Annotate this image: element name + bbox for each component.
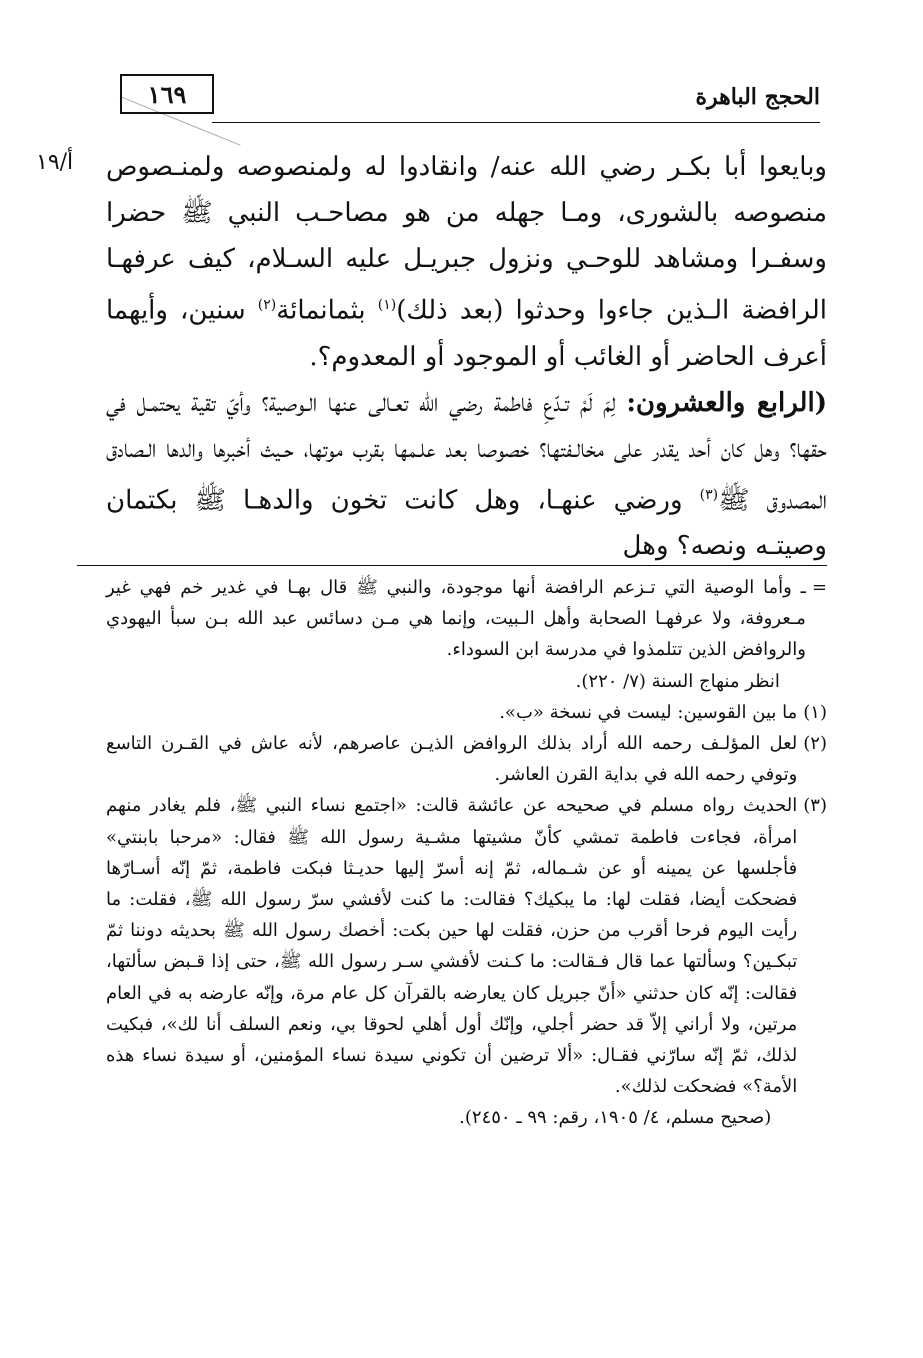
footnote-ref-3: (٣) bbox=[699, 486, 719, 503]
paragraph-2-heading: (الرابع والعشرون: bbox=[626, 387, 827, 418]
footnotes bbox=[106, 572, 827, 1134]
paragraph-2-text: لِمَ لَمْ تـدّعِ فاطمة رضي الله تعـالى عنها الـوصية؟ وأيّ تقية يحتمـل في حقها؟ وهل كان أحد يقدر على مخالـفتها؟ خصوصا بعد علـمها بقرب موتها، حـيث أخبرها والدها الـصادق المصدوق ﷺ bbox=[106, 387, 827, 516]
footnote-2-label: (٢) bbox=[803, 733, 827, 755]
paragraph-2-end: ورضي عنهـا، وهل كانت تخون والدهـا ﷺ بكتمان وصيتـه ونصه؟ وهل bbox=[106, 485, 827, 562]
footnote-3-text bbox=[106, 790, 797, 1133]
footnote-continuation-label: = bbox=[811, 577, 827, 598]
footnote-continuation-body: ـ وأما الوصية التي تـزعم الرافضة أنها موجودة، والنبي ﷺ قال بهـا في غدير خم فهي غير مـعروفة، ولا عرفهـا الصحابة وأهل الـبيت، وإنما هي مـن دسائس عبد الله بـن سبأ اليهودي والروافض الذين تتلمذوا في مدرسة ابن السوداء. bbox=[106, 577, 806, 661]
page-header bbox=[120, 66, 820, 126]
footnote-2 bbox=[106, 728, 827, 790]
paragraph-2 bbox=[106, 380, 827, 570]
footnote-2-text: لعل المؤلـف رحمه الله أراد بذلك الروافض الذيـن عاصرهم، لأنه عاش في القـرن التاسع وتوفي رحمه الله في بداية القرن العاشر. bbox=[106, 733, 798, 786]
footnote-ref-2: (٢) bbox=[257, 297, 277, 313]
footnote-separator bbox=[77, 565, 827, 566]
footnote-continuation bbox=[106, 572, 827, 697]
footnote-continuation-ref: انظر منهاج السنة (٧/ ٢٢٠). bbox=[575, 670, 780, 692]
footnote-1-label: (١) bbox=[803, 701, 827, 723]
footnote-1 bbox=[106, 697, 827, 728]
footnote-3 bbox=[106, 790, 827, 1133]
paragraph-1-text: وبايعوا أبا بكـر رضي الله عنه/ وانقادوا له ولمنصوصه ولمنـصوص منصوصه بالشورى، ومـا جهله من هو مصاحـب النبي ﷺ حضرا وسفـرا ومشاهد للوحـي ونزول جبريـل عليه السـلام، كيف عرفهـا الرافضة الـذين جاءوا وحدثوا (بعد ذلك) bbox=[106, 152, 828, 326]
footnote-continuation-text bbox=[106, 572, 806, 697]
footnote-3-label: (٣) bbox=[803, 795, 827, 817]
manuscript-folio-note: أ/١٩ bbox=[36, 150, 74, 175]
footnote-ref-1: (١) bbox=[377, 297, 397, 313]
paragraph-1 bbox=[106, 144, 827, 380]
page-number: ١٦٩ bbox=[120, 74, 214, 114]
footnote-3-body: الحديث رواه مسلم في صحيحه عن عائشة قالت: «اجتمع نساء النبي ﷺ، فلم يغادر منهم امرأة، فجاءت فاطمة تمشي كأنّ مشيتها مشـية رسول الله ﷺ فقال: «مرحبا بابنتي» فأجلسها عن يمينه أو عن شـماله، ثمّ إنه أسرّ إليها حديـثا فبكت فاطمة، ثمّ إنّه أسـارّها فضحكت أيضا، فقلت لها: ما يبكيك؟ فقالت: ما كنت لأفشي سرّ رسول الله ﷺ، فقلت: ما رأيت اليوم فرحا أقرب من حزن، فقلت لها حين بكت: أخصك رسول الله ﷺ بحديثه دوننا ثمّ تبكـين؟ وسألتها عما قال فـقالت: ما كـنت لأفشي سـر رسول الله ﷺ، حتى إذا قـبض سألتها، فقالت: إنّه كان حدثني «أنّ جبريل كان يعارضه بالقرآن كل عام مرة، وإنّه عارضه به في العام مرتين، ولا أراني إلاّ قد حضر أجلي، وإنّك أول أهلي لحوقا بي، ونعم السلف أنا لك»، فبكيت لذلك، ثمّ إنّه سارّني فقـال: «ألا ترضين أن تكوني سيدة نساء المؤمنين، أو سيدة نساء هذه الأمة؟» فضحكت لذلك». bbox=[106, 795, 798, 1098]
book-title: الحجج الباهرة bbox=[695, 84, 820, 110]
paragraph-1-end: سنين، وأيهما أعرف الحاضر أو الغائب أو الموجود أو المعدوم؟. bbox=[106, 295, 827, 372]
footnote-1-text: ما بين القوسين: ليست في نسخة «ب». bbox=[499, 701, 798, 723]
paragraph-1-mid: بثمانمائة bbox=[276, 295, 378, 326]
main-text bbox=[106, 144, 827, 569]
header-rule bbox=[212, 122, 820, 123]
footnote-3-ref: (صحيح مسلم، ٤/ ١٩٠٥، رقم: ٩٩ ـ ٢٤٥٠). bbox=[459, 1107, 772, 1129]
